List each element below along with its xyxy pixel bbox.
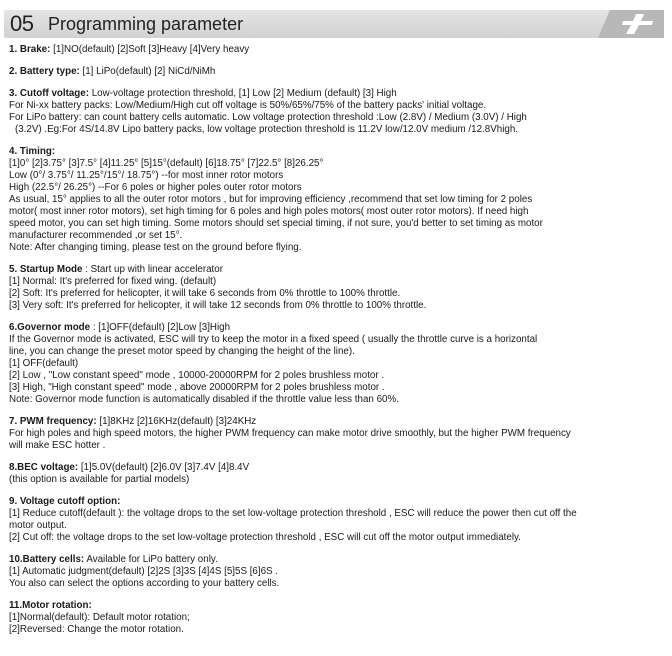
param-options: : [1]OFF(default) [2]Low [3]High	[90, 322, 231, 333]
param-text-line: line, you can change the preset motor speed by changing the height of the line).	[9, 346, 355, 357]
param-text-line: For Ni-xx battery packs: Low/Medium/High cut off voltage is 50%/65%/75% of the battery packs' initial voltage.	[9, 100, 487, 111]
param-pwm-frequency	[9, 416, 664, 452]
param-text-line: (this option is available for partial models)	[9, 474, 190, 485]
param-voltage-cutoff-option	[9, 496, 664, 544]
param-text-line: Low (0°/ 3.75°/ 11.25°/15°/ 18.75°) --for most inner rotor motors	[9, 170, 284, 181]
param-text-line: motor output.	[9, 520, 67, 531]
param-text-line: will make ESC hotter .	[9, 440, 106, 451]
param-battery-cells	[9, 554, 664, 590]
param-options: [1] LiPo(default) [2] NiCd/NiMh	[79, 66, 216, 77]
param-text-line: (3.2V) .Eg:For 4S/14.8V Lipo battery packs, low voltage protection threshold is 11.2V low/12.0V medium /12.8Vhigh.	[15, 124, 519, 135]
section-number: 05	[10, 11, 34, 36]
param-heading: 8.BEC voltage:	[9, 462, 79, 473]
param-text-line: High (22.5°/ 26.25°) --For 6 poles or higher poles outer rotor motors	[9, 182, 302, 193]
section-title: Programming parameter	[48, 14, 244, 34]
param-text-line: For LiPo battery: can count battery cells automatic. Low voltage protection threshold :Low (2.8V) / Medium (3.0V) / High	[9, 112, 527, 123]
param-heading: 10.Battery cells:	[9, 554, 85, 565]
param-heading: 9. Voltage cutoff option:	[9, 496, 121, 507]
param-text-line: [2]Reversed: Change the motor rotation.	[9, 624, 184, 635]
param-text-line: [2] Soft: It's preferred for helicopter, it will take 6 seconds from 0% throttle to 100% throttle.	[9, 288, 401, 299]
brand-logo	[598, 10, 664, 38]
param-brake	[9, 44, 664, 56]
param-options: [1]NO(default) [2]Soft [3]Heavy [4]Very heavy	[50, 44, 250, 55]
param-heading: 11.Motor rotation:	[9, 600, 92, 611]
param-options: : Start up with linear accelerator	[82, 264, 223, 275]
param-text-line: [2] Cut off: the voltage drops to the set low-voltage protection threshold , ESC will cut off the motor output immediately.	[9, 532, 521, 543]
param-text-line: You also can select the options according to your battery cells.	[9, 578, 280, 589]
param-text-line: [1] Reduce cutoff(default ): the voltage drops to the set low-voltage protection threshold , ESC will reduce the power then cut off the	[9, 508, 577, 519]
param-text-line: [1] Automatic judgment(default) [2]2S [3]3S [4]4S [5]5S [6]6S .	[9, 566, 279, 577]
param-text-line: speed motor, you can set high timing. Some motors should set special timing, if not sure, you'd better to set timing as motor	[9, 218, 543, 229]
param-text-line: For high poles and high speed motors, the higher PWM frequency can make motor drive smoothly, but the higher PWM frequency	[9, 428, 571, 439]
param-text-line: [1] Normal: It's preferred for fixed wing. (default)	[9, 276, 217, 287]
param-heading: 5. Startup Mode	[9, 264, 83, 275]
param-text-line: [1] OFF(default)	[9, 358, 79, 369]
brand-logo-icon	[620, 13, 656, 35]
param-text-line: As usual, 15° applies to all the outer rotor motors , but for improving efficiency ,recommend that set low timing for 2 poles	[9, 194, 533, 205]
param-options: Low-voltage protection threshold, [1] Low [2] Medium (default) [3] High	[89, 88, 397, 99]
param-heading: 7. PWM frequency:	[9, 416, 97, 427]
param-text-line: manufacturer recommended ,or set 15°.	[9, 230, 183, 241]
param-text-line: [1]Normal(default): Default motor rotation;	[9, 612, 190, 623]
param-options: [1]0° [2]3.75° [3]7.5° [4]11.25° [5]15°(default) [6]18.75° [7]22.5° [8]26.25°	[9, 158, 324, 169]
param-governor-mode	[9, 322, 664, 406]
param-cutoff-voltage	[9, 88, 664, 136]
param-options: [1]5.0V(default) [2]6.0V [3]7.4V [4]8.4V	[78, 462, 250, 473]
param-motor-rotation	[9, 600, 664, 636]
param-heading: 4. Timing:	[9, 146, 56, 157]
param-battery-type	[9, 66, 664, 78]
param-timing	[9, 146, 664, 254]
param-text-line: If the Governor mode is activated, ESC will try to keep the motor in a fixed speed ( usually the throttle curve is a horizontal	[9, 334, 538, 345]
param-options: [1]8KHz [2]16KHz(default) [3]24KHz	[96, 416, 257, 427]
param-startup-mode	[9, 264, 664, 312]
param-bec-voltage	[9, 462, 664, 486]
param-options: Available for LiPo battery only.	[84, 554, 218, 565]
param-heading: 1. Brake:	[9, 44, 51, 55]
section-header	[4, 10, 664, 38]
parameter-list	[9, 44, 664, 646]
param-heading: 2. Battery type:	[9, 66, 80, 77]
param-note: Note: Governor mode function is automatically disabled if the throttle value less than 60%.	[9, 394, 399, 405]
param-text-line: motor( most inner rotor motors), set high timing for 6 poles and high poles motors( most outer rotor motors). If need high	[9, 206, 529, 217]
param-note: Note: After changing timing, please test on the ground before flying.	[9, 242, 302, 253]
param-text-line: [3] Very soft: It's preferred for helicopter, it will take 12 seconds from 0% throttle to 100% throttle.	[9, 300, 427, 311]
param-heading: 3. Cutoff voltage:	[9, 88, 90, 99]
param-heading: 6.Governor mode	[9, 322, 91, 333]
param-text-line: [2] Low , "Low constant speed" mode , 10000-20000RPM for 2 poles brushless motor .	[9, 370, 385, 381]
param-text-line: [3] High, "High constant speed" mode , above 20000RPM for 2 poles brushless motor .	[9, 382, 385, 393]
